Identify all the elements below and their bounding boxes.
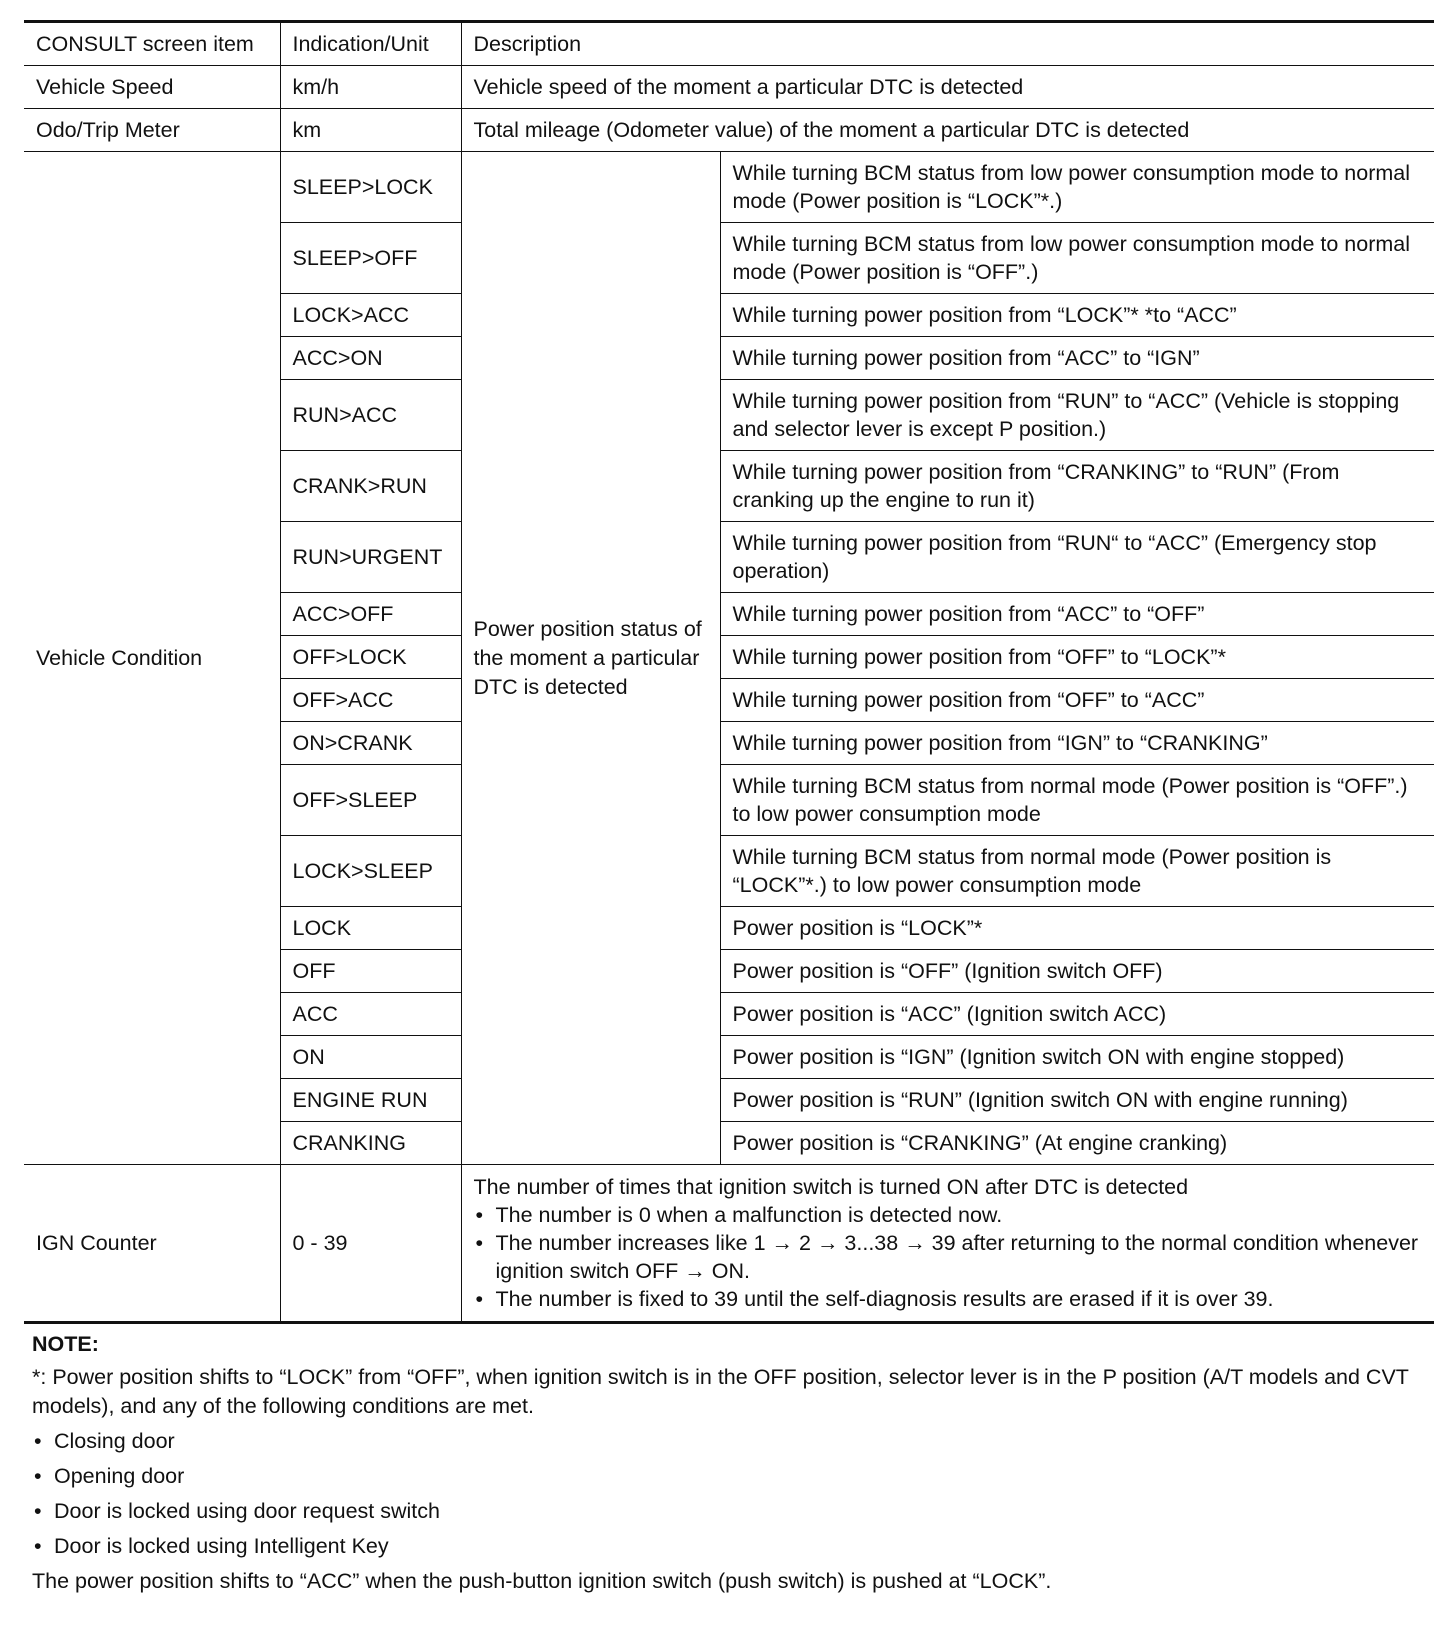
header-row	[24, 22, 1434, 66]
note-text: *: Power position shifts to “LOCK” from “OFF”, when ignition switch is in the OFF position, selector lever is in the P position (A/T models and CVT models), and any of the following conditions are met.	[32, 1365, 1409, 1418]
description-cell: Power position is “ACC” (Ignition switch ACC)	[720, 993, 1434, 1036]
table-row	[24, 152, 1434, 223]
table-row-ign-counter	[24, 1165, 1434, 1323]
item-cell: Vehicle Speed	[24, 66, 280, 109]
list-item: • Closing door	[32, 1427, 1434, 1456]
description-cell: While turning power position from “OFF” to “ACC”	[720, 679, 1434, 722]
indication-cell: SLEEP>LOCK	[280, 152, 461, 223]
note-title: NOTE:	[32, 1332, 99, 1356]
description-cell: While turning BCM status from normal mode (Power position is “LOCK”*.) to low power consumption mode	[720, 836, 1434, 907]
indication-cell: ON	[280, 1036, 461, 1079]
power-position-status-cell: Power position status of the moment a particular DTC is detected	[461, 152, 720, 1165]
description-cell: While turning power position from “RUN” to “ACC” (Vehicle is stopping and selector lever is except P position.)	[720, 380, 1434, 451]
item-cell: IGN Counter	[24, 1165, 280, 1323]
indication-cell: RUN>ACC	[280, 380, 461, 451]
note-section	[24, 1330, 1434, 1596]
indication-cell: LOCK	[280, 907, 461, 950]
indication-cell: ACC>ON	[280, 337, 461, 380]
list-item: • Door is locked using door request switch	[32, 1497, 1434, 1526]
description-cell: While turning BCM status from low power consumption mode to normal mode (Power position is “LOCK”*.)	[720, 152, 1434, 223]
header-consult-screen-item: CONSULT screen item	[24, 22, 280, 66]
list-item: • The number is fixed to 39 until the self-diagnosis results are erased if it is over 39.	[474, 1285, 1423, 1313]
indication-cell: ACC>OFF	[280, 593, 461, 636]
description-cell: While turning BCM status from normal mode (Power position is “OFF”.) to low power consumption mode	[720, 765, 1434, 836]
indication-cell: OFF	[280, 950, 461, 993]
indication-cell: CRANK>RUN	[280, 451, 461, 522]
indication-cell: OFF>LOCK	[280, 636, 461, 679]
indication-cell: LOCK>SLEEP	[280, 836, 461, 907]
description-cell: While turning power position from “IGN” to “CRANKING”	[720, 722, 1434, 765]
list-item: • The number increases like 1 → 2 → 3...38 → 39 after returning to the normal condition whenever ignition switch OFF → ON.	[474, 1229, 1423, 1285]
header-description: Description	[461, 22, 1434, 66]
ign-counter-description	[461, 1165, 1434, 1323]
consult-items-table	[24, 20, 1434, 1324]
description-cell: Total mileage (Odometer value) of the moment a particular DTC is detected	[461, 109, 1434, 152]
description-cell: While turning power position from “ACC” to “IGN”	[720, 337, 1434, 380]
table-row-odo-trip-meter	[24, 109, 1434, 152]
note-conditions	[32, 1427, 1434, 1561]
indication-cell: ON>CRANK	[280, 722, 461, 765]
table-row-vehicle-speed	[24, 66, 1434, 109]
unit-cell: km/h	[280, 66, 461, 109]
indication-cell: RUN>URGENT	[280, 522, 461, 593]
description-cell: While turning power position from “RUN“ to “ACC” (Emergency stop operation)	[720, 522, 1434, 593]
description-cell: Power position is “IGN” (Ignition switch ON with engine stopped)	[720, 1036, 1434, 1079]
ign-counter-bullets	[474, 1201, 1423, 1313]
indication-cell: CRANKING	[280, 1122, 461, 1165]
description-cell: While turning power position from “CRANKING” to “RUN” (From cranking up the engine to run it)	[720, 451, 1434, 522]
unit-cell: 0 - 39	[280, 1165, 461, 1323]
list-item: • The number is 0 when a malfunction is detected now.	[474, 1201, 1423, 1229]
document	[24, 20, 1434, 1596]
header-indication-unit: Indication/Unit	[280, 22, 461, 66]
indication-cell: ENGINE RUN	[280, 1079, 461, 1122]
indication-cell: OFF>SLEEP	[280, 765, 461, 836]
description-cell: While turning power position from “ACC” to “OFF”	[720, 593, 1434, 636]
indication-cell: OFF>ACC	[280, 679, 461, 722]
description-cell: Power position is “RUN” (Ignition switch ON with engine running)	[720, 1079, 1434, 1122]
indication-cell: LOCK>ACC	[280, 294, 461, 337]
description-cell: Power position is “LOCK”*	[720, 907, 1434, 950]
item-cell: Odo/Trip Meter	[24, 109, 280, 152]
description-cell: While turning BCM status from low power consumption mode to normal mode (Power position is “OFF”.)	[720, 223, 1434, 294]
list-item: • Opening door	[32, 1462, 1434, 1491]
description-cell: Vehicle speed of the moment a particular DTC is detected	[461, 66, 1434, 109]
description-cell: While turning power position from “OFF” to “LOCK”*	[720, 636, 1434, 679]
unit-cell: km	[280, 109, 461, 152]
indication-cell: SLEEP>OFF	[280, 223, 461, 294]
item-cell: Vehicle Condition	[24, 152, 280, 1165]
list-item: • Door is locked using Intelligent Key	[32, 1532, 1434, 1561]
ign-counter-description-text: The number of times that ignition switch is turned ON after DTC is detected	[473, 1175, 1189, 1199]
description-cell: While turning power position from “LOCK”* *to “ACC”	[720, 294, 1434, 337]
description-cell: Power position is “OFF” (Ignition switch OFF)	[720, 950, 1434, 993]
description-cell: Power position is “CRANKING” (At engine cranking)	[720, 1122, 1434, 1165]
note-footer: The power position shifts to “ACC” when the push-button ignition switch (push switch) is pushed at “LOCK”.	[32, 1569, 1052, 1593]
indication-cell: ACC	[280, 993, 461, 1036]
